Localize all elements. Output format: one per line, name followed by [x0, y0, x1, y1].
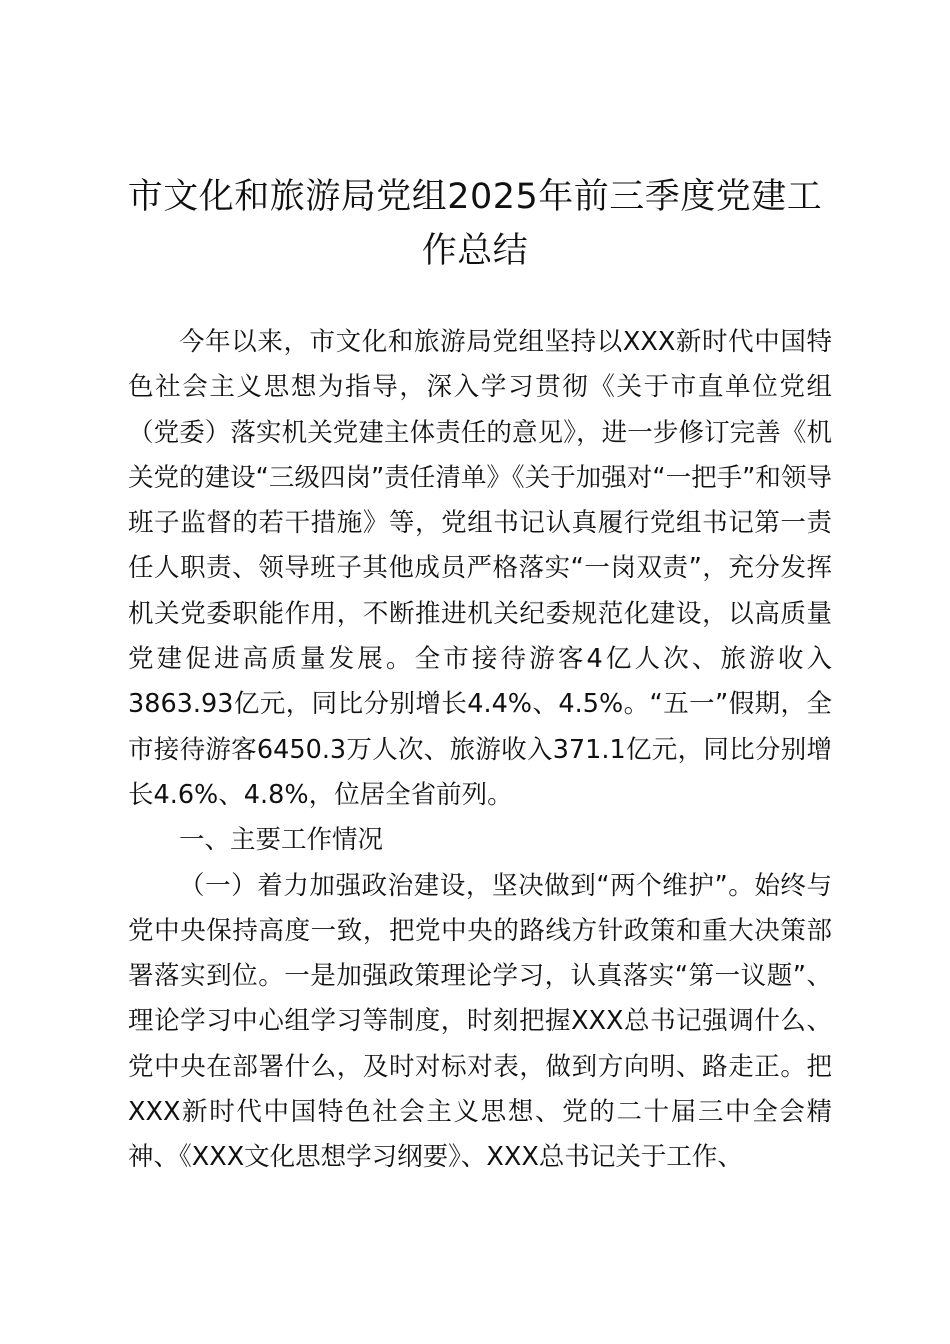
intro-paragraph: 今年以来，市文化和旅游局党组坚持以XXX新时代中国特色社会主义思想为指导，深入学习贯彻《关于市直单位党组（党委）落实机关党建主体责任的意见》，进一步修订完善《机关党的建设“三级四岗”责任清单》《关于加强对“一把手”和领导班子监督的若干措施》等，党组书记认真履行党组书记第一责任人职责、领导班子其他成员严格落实“一岗双责”，充分发挥机关党委职能作用，不断推进机关纪委规范化建设，以高质量党建促进高质量发展。全市接待游客4亿人次、旅游收入3863.93亿元，同比分别增长4.4%、4.5%。“五一”假期，全市接待游客6450.3万人次、旅游收入371.1亿元，同比分别增长4.6%、4.8%，位居全省前列。: [128, 327, 832, 810]
document-title: 市文化和旅游局党组2025年前三季度党建工作总结: [127, 177, 823, 271]
section-heading-main-work: 一、主要工作情况: [179, 825, 384, 856]
document-body: [128, 320, 832, 1181]
political-building-paragraph: （一）着力加强政治建设，坚决做到“两个维护”。始终与党中央保持高度一致，把党中央的路线方针政策和重大决策部署落实到位。一是加强政策理论学习，认真落实“第一议题”、理论学习中心组学习等制度，时刻把握XXX总书记强调什么、党中央在部署什么，及时对标对表，做到方向明、路走正。把XXX新时代中国特色社会主义思想、党的二十届三中全会精神、《XXX文化思想学习纲要》、XXX总书记关于工作、: [128, 870, 832, 1173]
